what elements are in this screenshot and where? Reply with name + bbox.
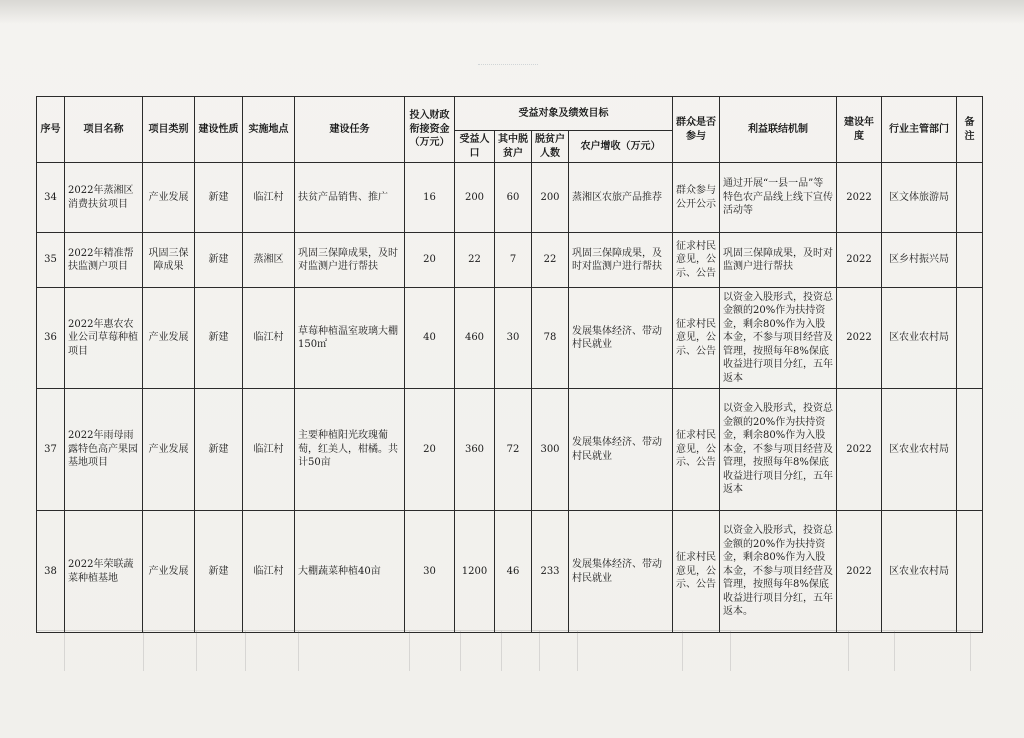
header-location: 实施地点 (243, 97, 295, 163)
cell-participate: 征求村民意见，公示、公告 (673, 389, 720, 511)
bleed-through-next-page (36, 630, 982, 671)
header-task: 建设任务 (295, 97, 405, 163)
cell-poor: 30 (495, 288, 532, 389)
cell-name: 2022年精准帮扶监测户项目 (65, 233, 143, 288)
cell-name: 2022年荣联蔬菜种植基地 (65, 511, 143, 633)
header-note: 备注 (957, 97, 983, 163)
cell-location: 临江村 (243, 288, 295, 389)
cell-nature: 新建 (195, 163, 243, 233)
cell-funds: 20 (405, 233, 455, 288)
cell-category: 产业发展 (143, 288, 195, 389)
header-nature: 建设性质 (195, 97, 243, 163)
cell-exit-pop: 233 (532, 511, 569, 633)
cell-category: 巩固三保障成果 (143, 233, 195, 288)
cell-participate: 群众参与公开公示 (673, 163, 720, 233)
header-name: 项目名称 (65, 97, 143, 163)
cell-name: 2022年蒸湘区消费扶贫项目 (65, 163, 143, 233)
cell-location: 临江村 (243, 389, 295, 511)
cell-year: 2022 (837, 288, 882, 389)
header-mechanism: 利益联结机制 (720, 97, 837, 163)
cell-name: 2022年雨母雨露特色高产果园基地项目 (65, 389, 143, 511)
cell-participate: 征求村民意见，公示、公告 (673, 288, 720, 389)
cell-task: 扶贫产品销售、推广 (295, 163, 405, 233)
cell-dept: 区农业农村局 (882, 511, 957, 633)
header-row-1 (37, 97, 983, 131)
cell-task: 主要种植阳光玫瑰葡萄，红美人，柑橘。共计50亩 (295, 389, 405, 511)
cell-income: 发展集体经济、带动村民就业 (569, 288, 673, 389)
cell-note (957, 233, 983, 288)
header-poor: 其中脱贫户 (495, 131, 532, 163)
cell-dept: 区农业农村局 (882, 389, 957, 511)
header-dept: 行业主管部门 (882, 97, 957, 163)
cell-nature: 新建 (195, 389, 243, 511)
cell-note (957, 389, 983, 511)
cell-seq: 35 (37, 233, 65, 288)
cell-income: 发展集体经济、带动村民就业 (569, 511, 673, 633)
cell-poor: 60 (495, 163, 532, 233)
cell-nature: 新建 (195, 511, 243, 633)
header-participate: 群众是否参与 (673, 97, 720, 163)
cell-income: 发展集体经济、带动村民就业 (569, 389, 673, 511)
cell-mechanism: 以资金入股形式，投资总金额的20%作为扶持资金，剩余80%作为入股本金，不参与项目经营及管理，按照每年8%保底收益进行项目分红，五年返本 (720, 389, 837, 511)
cell-pop: 460 (455, 288, 495, 389)
cell-mechanism: 巩固三保障成果，及时对监测户进行帮扶 (720, 233, 837, 288)
cell-funds: 40 (405, 288, 455, 389)
header-benefit-group: 受益对象及绩效目标 (455, 97, 673, 131)
cell-pop: 360 (455, 389, 495, 511)
cell-seq: 38 (37, 511, 65, 633)
header-income: 农户增收（万元） (569, 131, 673, 163)
cell-dept: 区乡村振兴局 (882, 233, 957, 288)
cell-note (957, 288, 983, 389)
cell-participate: 征求村民意见，公示、公告 (673, 233, 720, 288)
cell-note (957, 163, 983, 233)
header-funds: 投入财政衔接资金（万元） (405, 97, 455, 163)
project-table (36, 96, 983, 633)
cell-category: 产业发展 (143, 511, 195, 633)
cell-year: 2022 (837, 163, 882, 233)
cell-task: 草莓种植温室玻璃大棚150㎡ (295, 288, 405, 389)
header-seq: 序号 (37, 97, 65, 163)
cell-mechanism: 以资金入股形式，投资总金额的20%作为扶持资金，剩余80%作为入股本金，不参与项目经营及管理，按照每年8%保底收益进行项目分红，五年返本 (720, 288, 837, 389)
header-exit-pop: 脱贫户人数 (532, 131, 569, 163)
cell-poor: 72 (495, 389, 532, 511)
cell-year: 2022 (837, 389, 882, 511)
cell-income: 蒸湘区农旅产品推荐 (569, 163, 673, 233)
cell-exit-pop: 300 (532, 389, 569, 511)
bleed-through-row (36, 631, 982, 671)
cell-funds: 16 (405, 163, 455, 233)
cell-mechanism: 通过开展“一县一品”等特色农产品线上线下宣传活动等 (720, 163, 837, 233)
cell-name: 2022年惠农农业公司草莓种植项目 (65, 288, 143, 389)
cell-participate: 征求村民意见，公示、公告 (673, 511, 720, 633)
cell-note (957, 511, 983, 633)
cell-pop: 200 (455, 163, 495, 233)
cell-seq: 34 (37, 163, 65, 233)
cell-task: 巩固三保障成果，及时对监测户进行帮扶 (295, 233, 405, 288)
cell-dept: 区文体旅游局 (882, 163, 957, 233)
cell-pop: 1200 (455, 511, 495, 633)
header-category: 项目类别 (143, 97, 195, 163)
cell-task: 大棚蔬菜种植40亩 (295, 511, 405, 633)
cell-year: 2022 (837, 233, 882, 288)
header-pop: 受益人口 (455, 131, 495, 163)
cell-funds: 20 (405, 389, 455, 511)
cell-year: 2022 (837, 511, 882, 633)
table-row (37, 511, 983, 633)
cell-poor: 7 (495, 233, 532, 288)
cell-exit-pop: 78 (532, 288, 569, 389)
cell-pop: 22 (455, 233, 495, 288)
cell-location: 蒸湘区 (243, 233, 295, 288)
cell-funds: 30 (405, 511, 455, 633)
cell-exit-pop: 200 (532, 163, 569, 233)
cell-category: 产业发展 (143, 389, 195, 511)
cell-poor: 46 (495, 511, 532, 633)
cell-location: 临江村 (243, 163, 295, 233)
scan-edge-shadow (0, 0, 1024, 24)
table-row (37, 163, 983, 233)
cell-exit-pop: 22 (532, 233, 569, 288)
cell-nature: 新建 (195, 288, 243, 389)
cell-mechanism: 以资金入股形式，投资总金额的20%作为扶持资金，剩余80%作为入股本金，不参与项目经营及管理，按照每年8%保底收益进行项目分红，五年返本。 (720, 511, 837, 633)
table-row (37, 288, 983, 389)
bleed-through-mark (478, 64, 538, 73)
table-row (37, 389, 983, 511)
cell-location: 临江村 (243, 511, 295, 633)
header-year: 建设年度 (837, 97, 882, 163)
cell-dept: 区农业农村局 (882, 288, 957, 389)
cell-seq: 36 (37, 288, 65, 389)
cell-category: 产业发展 (143, 163, 195, 233)
cell-income: 巩固三保障成果，及时对监测户进行帮扶 (569, 233, 673, 288)
cell-nature: 新建 (195, 233, 243, 288)
table-row (37, 233, 983, 288)
cell-seq: 37 (37, 389, 65, 511)
